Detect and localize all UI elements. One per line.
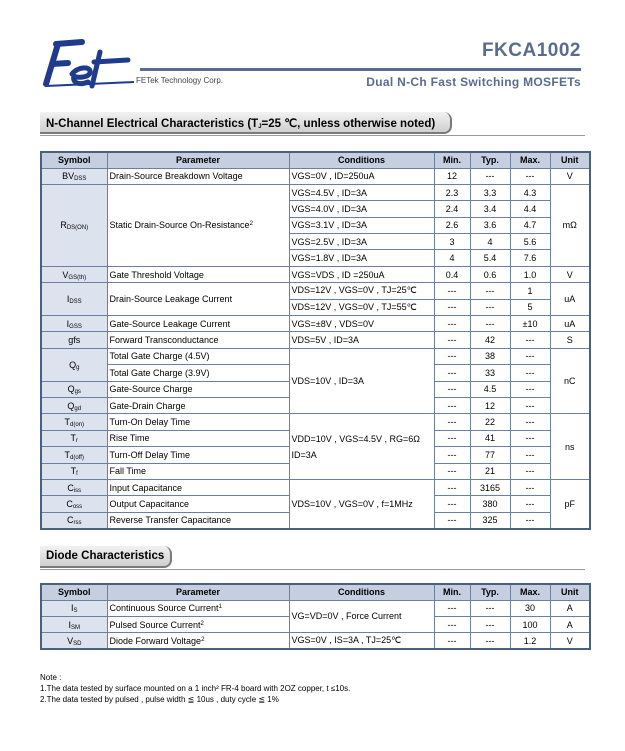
subtitle: Dual N-Ch Fast Switching MOSFETs [366, 75, 581, 89]
header-rule [140, 68, 581, 71]
condition-cell: VGS=±8V , VDS=0V [289, 316, 434, 332]
symbol-cell: $V_{GS(th)}$ [41, 266, 107, 282]
condition-cell: VG=VD=0V , Force Current [289, 600, 434, 633]
col-min: Min. [434, 584, 470, 600]
typ-cell: --- [470, 299, 510, 315]
max-cell: 5 [510, 299, 550, 315]
symbol-cell: $I_{GSS}$ [41, 316, 107, 332]
unit-cell: pF [550, 479, 590, 528]
table-row [41, 332, 590, 348]
min-cell: --- [434, 283, 470, 299]
symbol-cell: $BV_{DSS}$ [41, 168, 107, 184]
typ-cell: 4.5 [470, 381, 510, 397]
min-cell: --- [434, 479, 470, 495]
col-typ: Typ. [470, 584, 510, 600]
min-cell: --- [434, 365, 470, 381]
typ-cell: 4 [470, 234, 510, 250]
condition-cell: VDS=10V , ID=3A [289, 348, 434, 414]
min-cell: --- [434, 447, 470, 463]
parameter-cell: Turn-On Delay Time [107, 414, 289, 430]
unit-cell: uA [550, 283, 590, 316]
typ-cell: 12 [470, 397, 510, 413]
typ-cell: 3.3 [470, 184, 510, 200]
typ-cell: --- [470, 168, 510, 184]
max-cell: 100 [510, 616, 550, 632]
col-parameter: Parameter [107, 584, 289, 600]
max-cell: --- [510, 463, 550, 479]
max-cell: 4.3 [510, 184, 550, 200]
typ-cell: 38 [470, 348, 510, 364]
col-typ: Typ. [470, 152, 510, 168]
table-row [41, 168, 590, 184]
symbol-cell: $R_{DS(ON)}$ [41, 184, 107, 266]
max-cell: 1.0 [510, 266, 550, 282]
typ-cell: --- [470, 283, 510, 299]
col-max: Max. [510, 152, 550, 168]
table-row [41, 479, 590, 495]
parameter-cell: Input Capacitance [107, 479, 289, 495]
min-cell: 2.6 [434, 217, 470, 233]
table-row [41, 266, 590, 282]
table-row [41, 283, 590, 299]
symbol-cell: $Q_{gs}$ [41, 381, 107, 397]
fetek-logo [38, 36, 138, 92]
max-cell: 30 [510, 600, 550, 616]
typ-cell: 0.6 [470, 266, 510, 282]
diode-characteristics-table [40, 583, 591, 650]
col-symbol: Symbol [41, 152, 107, 168]
note-1: 1.The data tested by surface mounted on a 1 inch² FR-4 board with 2OZ copper, t ≤10s. [40, 684, 351, 693]
symbol-cell: gfs [41, 332, 107, 348]
table-row [41, 348, 590, 364]
min-cell: 0.4 [434, 266, 470, 282]
max-cell: --- [510, 168, 550, 184]
max-cell: 4.7 [510, 217, 550, 233]
parameter-cell: Total Gate Charge (3.9V) [107, 365, 289, 381]
symbol-cell: $V_{SD}$ [41, 633, 107, 649]
max-cell: 5.6 [510, 234, 550, 250]
table-header-row [41, 584, 590, 600]
unit-cell: A [550, 616, 590, 632]
min-cell: --- [434, 397, 470, 413]
max-cell: --- [510, 430, 550, 446]
typ-cell: 21 [470, 463, 510, 479]
typ-cell: 3.4 [470, 201, 510, 217]
typ-cell: 22 [470, 414, 510, 430]
max-cell: --- [510, 447, 550, 463]
typ-cell: --- [470, 616, 510, 632]
typ-cell: --- [470, 316, 510, 332]
max-cell: --- [510, 332, 550, 348]
symbol-cell: $T_{d(off)}$ [41, 447, 107, 463]
table-row [41, 414, 590, 430]
nch-characteristics-table [40, 151, 591, 530]
corp-name: FETek Technology Corp. [136, 76, 224, 85]
typ-cell: --- [470, 633, 510, 649]
condition-cell: VDD=10V , VGS=4.5V , RG=6Ω ID=3A [289, 414, 434, 480]
min-cell: 2.3 [434, 184, 470, 200]
min-cell: --- [434, 616, 470, 632]
max-cell: --- [510, 479, 550, 495]
symbol-cell: $Q_g$ [41, 348, 107, 381]
unit-cell: V [550, 266, 590, 282]
typ-cell: 42 [470, 332, 510, 348]
parameter-cell: Fall Time [107, 463, 289, 479]
max-cell: --- [510, 414, 550, 430]
unit-cell: ns [550, 414, 590, 480]
table-row [41, 633, 590, 649]
col-unit: Unit [550, 584, 590, 600]
symbol-cell: $C_{rss}$ [41, 512, 107, 528]
min-cell: --- [434, 430, 470, 446]
min-cell: --- [434, 496, 470, 512]
min-cell: --- [434, 316, 470, 332]
note-2: 2.The data tested by pulsed , pulse width ≦ 10us , duty cycle ≦ 1% [40, 695, 279, 704]
min-cell: --- [434, 512, 470, 528]
symbol-cell: $I_{SM}$ [41, 616, 107, 632]
symbol-cell: $T_{d(on)}$ [41, 414, 107, 430]
symbol-cell: $C_{oss}$ [41, 496, 107, 512]
parameter-cell: Output Capacitance [107, 496, 289, 512]
table-header-row [41, 152, 590, 168]
min-cell: 3 [434, 234, 470, 250]
unit-cell: V [550, 633, 590, 649]
max-cell: --- [510, 381, 550, 397]
parameter-cell: Total Gate Charge (4.5V) [107, 348, 289, 364]
typ-cell: 380 [470, 496, 510, 512]
condition-cell: VGS=2.5V , ID=3A [289, 234, 434, 250]
min-cell: --- [434, 381, 470, 397]
col-min: Min. [434, 152, 470, 168]
section-rule [40, 135, 585, 136]
typ-cell: 41 [470, 430, 510, 446]
min-cell: 12 [434, 168, 470, 184]
parameter-cell: Continuous Source Current$^1$ [107, 600, 289, 616]
parameter-cell: Drain-Source Breakdown Voltage [107, 168, 289, 184]
condition-cell: VGS=4.5V , ID=3A [289, 184, 434, 200]
typ-cell: 325 [470, 512, 510, 528]
parameter-cell: Pulsed Source Current$^2$ [107, 616, 289, 632]
symbol-cell: $T_r$ [41, 430, 107, 446]
unit-cell: nC [550, 348, 590, 414]
max-cell: 1.2 [510, 633, 550, 649]
parameter-cell: Gate Threshold Voltage [107, 266, 289, 282]
typ-cell: 33 [470, 365, 510, 381]
unit-cell: V [550, 168, 590, 184]
part-number: FKCA1002 [481, 40, 581, 61]
condition-cell: VGS=VDS , ID =250uA [289, 266, 434, 282]
symbol-cell: $I_{DSS}$ [41, 283, 107, 316]
note-label: Note : [40, 673, 62, 682]
condition-cell: VGS=0V , IS=3A , TJ=25℃ [289, 633, 434, 649]
col-conditions: Conditions [289, 152, 434, 168]
unit-cell: S [550, 332, 590, 348]
condition-cell: VGS=0V , ID=250uA [289, 168, 434, 184]
col-unit: Unit [550, 152, 590, 168]
min-cell: 2.4 [434, 201, 470, 217]
col-max: Max. [510, 584, 550, 600]
parameter-cell: Gate-Source Leakage Current [107, 316, 289, 332]
typ-cell: --- [470, 600, 510, 616]
parameter-cell: Turn-Off Delay Time [107, 447, 289, 463]
parameter-cell: Reverse Transfer Capacitance [107, 512, 289, 528]
condition-cell: VDS=5V , ID=3A [289, 332, 434, 348]
min-cell: --- [434, 463, 470, 479]
typ-cell: 3.6 [470, 217, 510, 233]
condition-cell: VGS=1.8V , ID=3A [289, 250, 434, 266]
min-cell: --- [434, 299, 470, 315]
min-cell: --- [434, 332, 470, 348]
min-cell: --- [434, 633, 470, 649]
typ-cell: 77 [470, 447, 510, 463]
diode-section-title: Diode Characteristics [40, 546, 172, 568]
condition-cell: VGS=4.0V , ID=3A [289, 201, 434, 217]
parameter-cell: Gate-Source Charge [107, 381, 289, 397]
nch-section-title: N-Channel Electrical Characteristics ($T_J=25$ ℃, unless otherwise noted) [40, 112, 452, 134]
table-row [41, 184, 590, 200]
typ-cell: 5.4 [470, 250, 510, 266]
max-cell: --- [510, 348, 550, 364]
max-cell: ±10 [510, 316, 550, 332]
min-cell: --- [434, 348, 470, 364]
typ-cell: 3165 [470, 479, 510, 495]
col-parameter: Parameter [107, 152, 289, 168]
col-conditions: Conditions [289, 584, 434, 600]
min-cell: --- [434, 600, 470, 616]
condition-cell: VDS=12V , VGS=0V , TJ=25℃ [289, 283, 434, 299]
col-symbol: Symbol [41, 584, 107, 600]
unit-cell: uA [550, 316, 590, 332]
max-cell: 4.4 [510, 201, 550, 217]
parameter-cell: Forward Transconductance [107, 332, 289, 348]
parameter-cell: Diode Forward Voltage$^2$ [107, 633, 289, 649]
max-cell: 7.6 [510, 250, 550, 266]
min-cell: 4 [434, 250, 470, 266]
parameter-cell: Drain-Source Leakage Current [107, 283, 289, 316]
max-cell: 1 [510, 283, 550, 299]
parameter-cell: Static Drain-Source On-Resistance$^2$ [107, 184, 289, 266]
parameter-cell: Rise Time [107, 430, 289, 446]
max-cell: --- [510, 397, 550, 413]
symbol-cell: $T_f$ [41, 463, 107, 479]
notes [40, 672, 350, 705]
symbol-cell: $I_S$ [41, 600, 107, 616]
symbol-cell: $C_{iss}$ [41, 479, 107, 495]
max-cell: --- [510, 512, 550, 528]
parameter-cell: Gate-Drain Charge [107, 397, 289, 413]
section-rule [40, 569, 585, 570]
max-cell: --- [510, 365, 550, 381]
table-row [41, 600, 590, 616]
max-cell: --- [510, 496, 550, 512]
condition-cell: VDS=12V , VGS=0V , TJ=55℃ [289, 299, 434, 315]
unit-cell: A [550, 600, 590, 616]
condition-cell: VDS=10V , VGS=0V , f=1MHz [289, 479, 434, 528]
symbol-cell: $Q_{gd}$ [41, 397, 107, 413]
min-cell: --- [434, 414, 470, 430]
unit-cell: mΩ [550, 184, 590, 266]
condition-cell: VGS=3.1V , ID=3A [289, 217, 434, 233]
table-row [41, 316, 590, 332]
